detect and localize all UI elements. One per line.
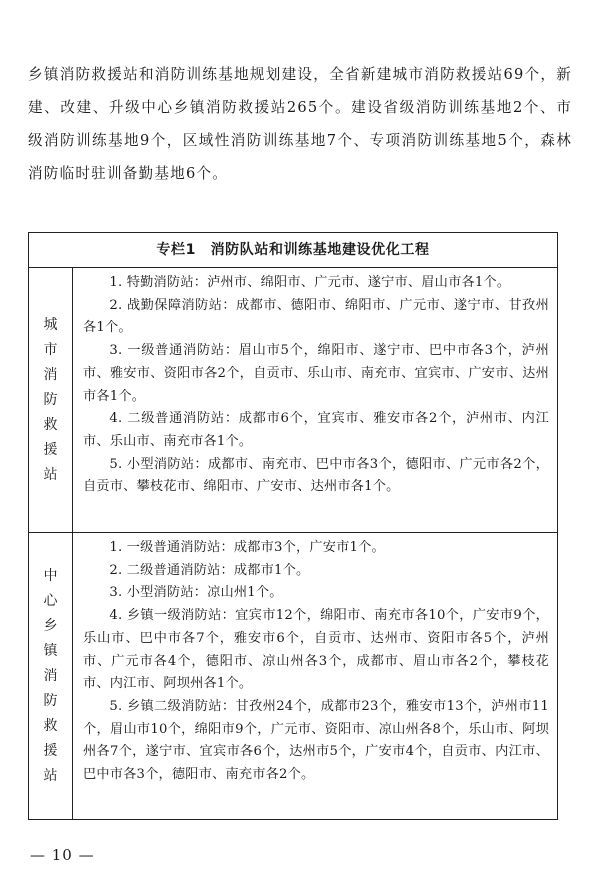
list-item: 2. 二级普通消防站：成都市1个。 bbox=[109, 562, 310, 578]
list-item: 4. 二级普通消防站：成都市6个，宜宾市、雅安市各2个，泸州市、内江市、乐山市、南充市各1个。 bbox=[83, 411, 549, 449]
list-item: 1. 特勤消防站：泸州市、绵阳市、广元市、遂宁市、眉山市各1个。 bbox=[109, 275, 511, 290]
list-item: 4. 乡镇一级消防站：宜宾市12个，绵阳市、南充市各10个，广安市9个，乐山市、巴中市各7个，雅安市6个，自贡市、达州市、资阳市各5个，泸州市、广元市各4个，德阳市、凉山州各3个，成都市、眉山市各2个，攀枝花市、内江市、阿坝州各1个。 bbox=[83, 608, 549, 692]
feature-box bbox=[28, 232, 558, 820]
table-row bbox=[29, 532, 557, 819]
intro-paragraph: 乡镇消防救援站和消防训练基地规划建设，全省新建城市消防救援站69个，新建、改建、升级中心乡镇消防救援站265个。建设省级消防训练基地2个、市级消防训练基地9个，区域性消防训练基地7个、专项消防训练基地5个，森林消防临时驻训备勤基地6个。 bbox=[28, 66, 572, 182]
box-title: 专栏1 消防队站和训练基地建设优化工程 bbox=[29, 233, 557, 268]
list-item: 2. 战勤保障消防站：成都市、德阳市、绵阳市、广元市、遂宁市、甘孜州各1个。 bbox=[83, 297, 549, 336]
row-category-cell bbox=[29, 268, 73, 532]
table-row bbox=[29, 268, 557, 532]
list-item: 1. 一级普通消防站：成都市3个，广安市1个。 bbox=[109, 540, 385, 555]
row-items-cell bbox=[73, 533, 557, 819]
row-category-cell bbox=[29, 533, 73, 819]
row-items-cell bbox=[73, 268, 557, 532]
list-item: 3. 一级普通消防站：眉山市5个，绵阳市、遂宁市、巴中市各3个，泸州市、雅安市、资阳市各2个，自贡市、乐山市、南充市、宜宾市、广安市、达州市各1个。 bbox=[83, 343, 549, 404]
list-item: 5. 小型消防站：成都市、南充市、巴中市各3个，德阳市、广元市各2个，自贡市、攀枝花市、绵阳市、广安市、达州市各1个。 bbox=[83, 456, 549, 495]
row-category-label: 城市消防救援站 bbox=[43, 316, 58, 483]
row-category-label: 中心乡镇消防救援站 bbox=[43, 567, 58, 784]
page-number: — 10 — bbox=[30, 846, 95, 864]
list-item: 3. 小型消防站：凉山州1个。 bbox=[109, 585, 283, 601]
list-item: 5. 乡镇二级消防站：甘孜州24个，成都市23个，雅安市13个，泸州市11个，眉山市10个，绵阳市9个，广元市、资阳市、凉山州各8个，乐山市、阿坝州各7个，遂宁市、宜宾市各6个，达州市5个，广安市4个，自贡市、内江市、巴中市各3个，德阳市、南充市各2个。 bbox=[83, 698, 549, 783]
